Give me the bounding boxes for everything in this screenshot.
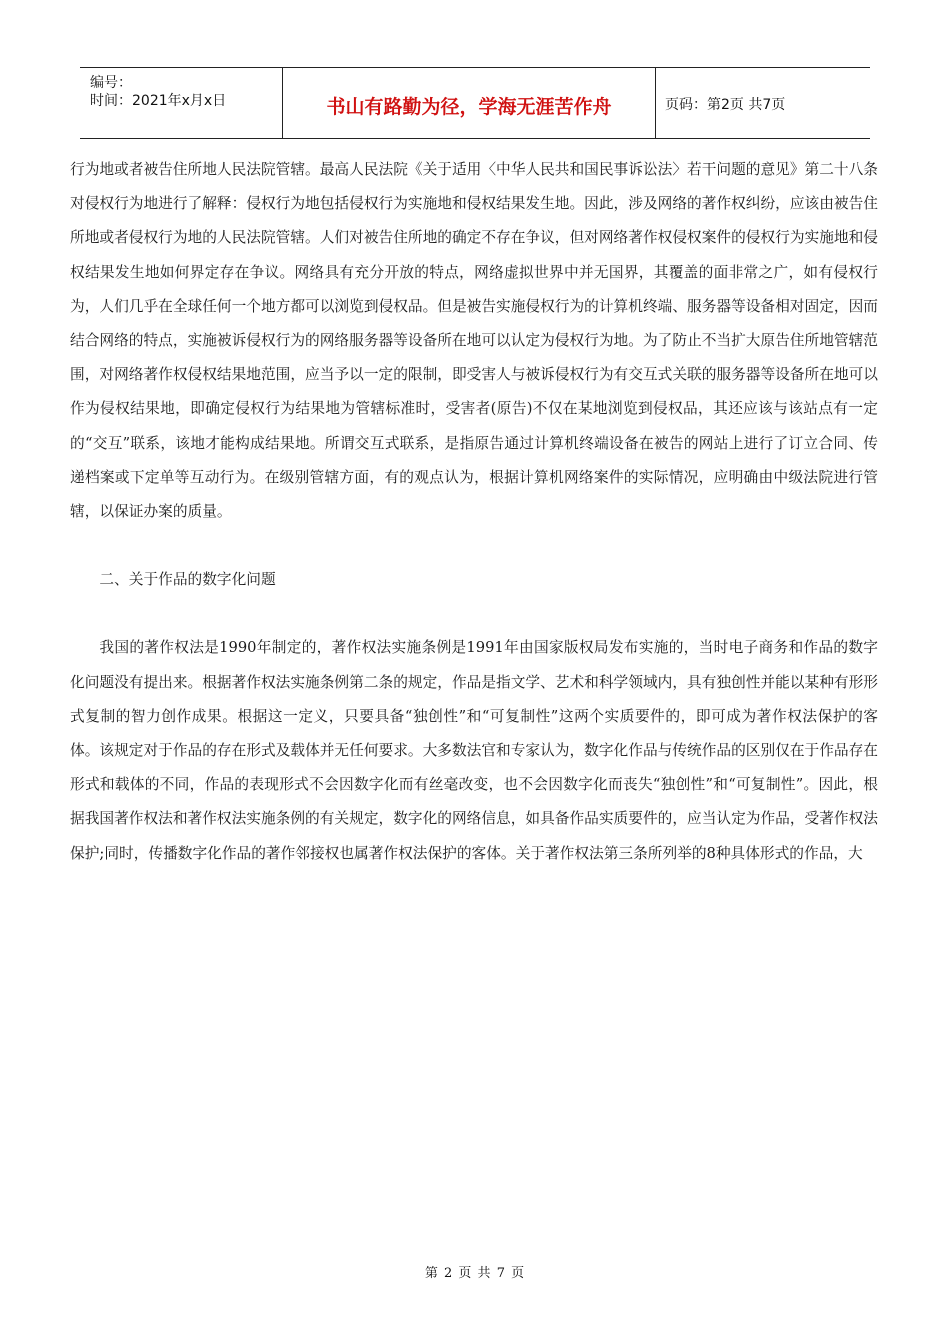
body-paragraph-2: 我国的著作权法是1990年制定的，著作权法实施条例是1991年由国家版权局发布实施的，当时电子商务和作品的数字化问题没有提出来。根据著作权法实施条例第二条的规定，作品是指文学、艺术和科学领域内，具有独创性并能以某种有形形式复制的智力创作成果。根据这一定义，只要具备“独创性”和“可复制性”这两个实质要件的，即可成为著作权法保护的客体。该规定对于作品的存在形式及载体并无任何要求。大多数法官和专家认为，数字化作品与传统作品的区别仅在于作品存在形式和载体的不同，作品的表现形式不会因数字化而有丝毫改变，也不会因数字化而丧失“独创性”和“可复制性”。因此，根据我国著作权法和著作权法实施条例的有关规定，数字化的网络信息，如具备作品实质要件的，应当认定为作品，受著作权法保护;同时，传播数字化作品的著作邻接权也属著作权法保护的客体。关于著作权法第三条所列举的8种具体形式的作品，大 — [70, 639, 878, 862]
date-label: 时间：2021年x月x日 — [90, 93, 227, 109]
header-motto-cell — [282, 68, 656, 138]
section-heading: 二、关于作品的数字化问题 — [99, 571, 276, 589]
header-motto: 书山有路勤为径，学海无涯苦作舟 — [326, 96, 612, 118]
header-meta-cell — [80, 68, 282, 138]
header-page-cell — [655, 68, 870, 138]
document-body — [70, 153, 878, 871]
serial-number-label: 编号： — [90, 75, 132, 91]
page-footer: 第 2 页 共 7 页 — [424, 1266, 526, 1281]
body-paragraph-1: 行为地或者被告住所地人民法院管辖。最高人民法院《关于适用〈中华人民共和国民事诉讼法〉若干问题的意见》第二十八条对侵权行为地进行了解释：侵权行为地包括侵权行为实施地和侵权结果发生地。因此，涉及网络的著作权纠纷，应该由被告住所地或者侵权行为地的人民法院管辖。人们对被告住所地的确定不存在争议，但对网络著作权侵权案件的侵权行为实施地和侵权结果发生地如何界定存在争议。网络具有充分开放的特点，网络虚拟世界中并无国界，其覆盖的面非常之广，如有侵权行为，人们几乎在全球任何一个地方都可以浏览到侵权品。但是被告实施侵权行为的计算机终端、服务器等设备相对固定，因而结合网络的特点，实施被诉侵权行为的网络服务器等设备所在地可以认定为侵权行为地。为了防止不当扩大原告住所地管辖范围，对网络著作权侵权结果地范围，应当予以一定的限制，即受害人与被诉侵权行为有交互式关联的服务器等设备所在地可以作为侵权结果地，即确定侵权行为结果地为管辖标准时，受害者(原告)不仅在某地浏览到侵权品，其还应该与该站点有一定的“交互”联系，该地才能构成结果地。所谓交互式联系，是指原告通过计算机终端设备在被告的网站上进行了订立合同、传递档案或下定单等互动行为。在级别管辖方面，有的观点认为，根据计算机网络案件的实际情况，应明确由中级法院进行管辖，以保证办案的质量。 — [70, 161, 878, 521]
header-page-info: 页码：第2页 共7页 — [665, 97, 786, 113]
document-header — [80, 67, 870, 139]
